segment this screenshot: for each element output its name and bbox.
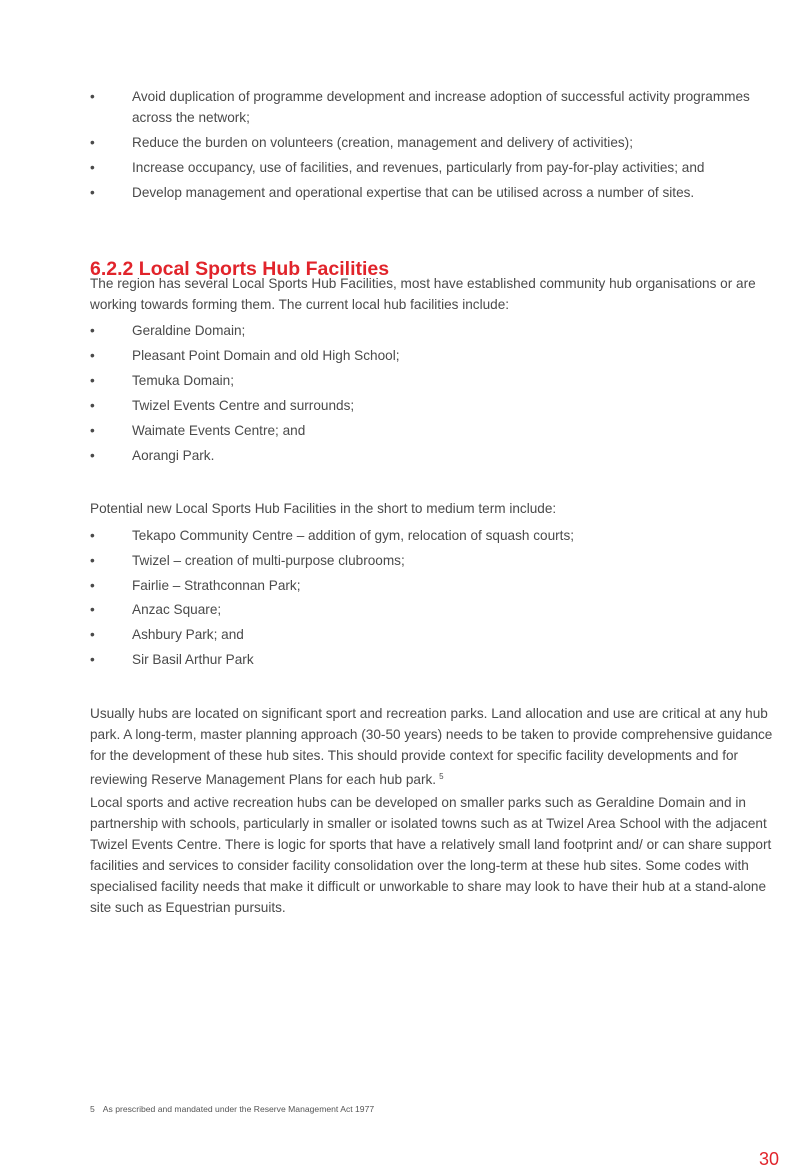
list-item <box>90 87 760 128</box>
footnote <box>90 1104 374 1114</box>
list-item-text: Ashbury Park; and <box>132 627 244 643</box>
footnote-number: 5 <box>90 1104 95 1114</box>
list-item-text: Avoid duplication of programme development and increase adoption of successful activity programmes across the network; <box>132 89 750 125</box>
list-item-text: Temuka Domain; <box>132 373 234 389</box>
list-item-text: Aorangi Park. <box>132 448 215 464</box>
list-item <box>90 158 760 179</box>
list-item-text: Tekapo Community Centre – addition of gym, relocation of squash courts; <box>132 528 575 543</box>
list-item-text: Fairlie – Strathconnan Park; <box>132 577 301 593</box>
bullet-icon: • <box>90 577 95 593</box>
list-item <box>90 133 760 154</box>
bullet-icon: • <box>90 89 95 104</box>
list-item-text: Twizel – creation of multi-purpose clubrooms; <box>132 552 405 568</box>
list-item <box>90 446 780 467</box>
objectives-bullet-list <box>90 87 760 208</box>
list-item <box>90 600 780 621</box>
hub-partnership-paragraph: Local sports and active recreation hubs can be developed on smaller parks such as Geraldine Domain and in partnership with schools, particularly in smaller or isolated towns such as at Twizel Area School with the adjacent Twizel Events Centre. There is logic for sports that have a relatively small land footprint and/ or can share support facilities and services to consider facility consolidation over the long-term at these hub sites. Some codes with specialised facility needs that make it difficult or unworkable to share may look to have their hub at a stand-alone site such as Equestrian pursuits. <box>90 795 772 915</box>
paragraph-text: Usually hubs are located on significant sport and recreation parks. Land allocation and use are critical at any hub park. A long-term, master planning approach (30-50 years) needs to be taken to provide comprehensive guidance for the development of these hub sites. This should provide context for specific facility developments and for reviewing Reserve Management Plans for each hub park. <box>90 706 773 787</box>
potential-hubs-intro: Potential new Local Sports Hub Facilities in the short to medium term include: <box>90 501 557 516</box>
bullet-icon: • <box>90 602 95 618</box>
bullet-icon: • <box>90 373 95 389</box>
hub-planning-paragraph <box>90 703 782 790</box>
list-item-text: Waimate Events Centre; and <box>132 423 306 439</box>
current-hubs-list <box>90 321 780 472</box>
list-item-text: Develop management and operational expertise that can be utilised across a number of sites. <box>132 184 695 200</box>
list-item <box>90 396 780 417</box>
list-item <box>90 421 780 442</box>
bullet-icon: • <box>90 323 95 338</box>
section-intro-paragraph: The region has several Local Sports Hub Facilities, most have established community hub organisations or are working towards forming them. The current local hub facilities include: <box>90 276 756 312</box>
list-item <box>90 183 760 204</box>
list-item-text: Geraldine Domain; <box>132 323 246 338</box>
bullet-icon: • <box>90 134 95 150</box>
footnote-reference[interactable]: 5 <box>439 772 444 781</box>
bullet-icon: • <box>90 448 95 464</box>
bullet-icon: • <box>90 651 95 667</box>
potential-hubs-list <box>90 526 780 675</box>
page-number: 30 <box>759 1149 780 1169</box>
list-item-text: Sir Basil Arthur Park <box>132 651 254 667</box>
list-item <box>90 371 780 392</box>
list-item-text: Pleasant Point Domain and old High School; <box>132 348 400 364</box>
list-item-text: Twizel Events Centre and surrounds; <box>132 398 355 414</box>
list-item <box>90 576 780 597</box>
bullet-icon: • <box>90 159 95 175</box>
bullet-icon: • <box>90 627 95 643</box>
section-heading: 6.2.2 Local Sports Hub Facilities <box>90 258 390 281</box>
list-item <box>90 321 780 342</box>
list-item <box>90 346 780 367</box>
bullet-icon: • <box>90 398 95 414</box>
list-item <box>90 551 780 572</box>
bullet-icon: • <box>90 528 95 543</box>
bullet-icon: • <box>90 348 95 364</box>
bullet-icon: • <box>90 184 95 200</box>
list-item <box>90 625 780 646</box>
list-item-text: Increase occupancy, use of facilities, and revenues, particularly from pay-for-play activities; and <box>132 159 705 175</box>
list-item-text: Reduce the burden on volunteers (creation, management and delivery of activities); <box>132 134 633 150</box>
list-item <box>90 526 780 547</box>
bullet-icon: • <box>90 552 95 568</box>
list-item <box>90 650 780 671</box>
list-item-text: Anzac Square; <box>132 602 222 618</box>
bullet-icon: • <box>90 423 95 439</box>
footnote-text: As prescribed and mandated under the Reserve Management Act 1977 <box>102 1104 375 1114</box>
